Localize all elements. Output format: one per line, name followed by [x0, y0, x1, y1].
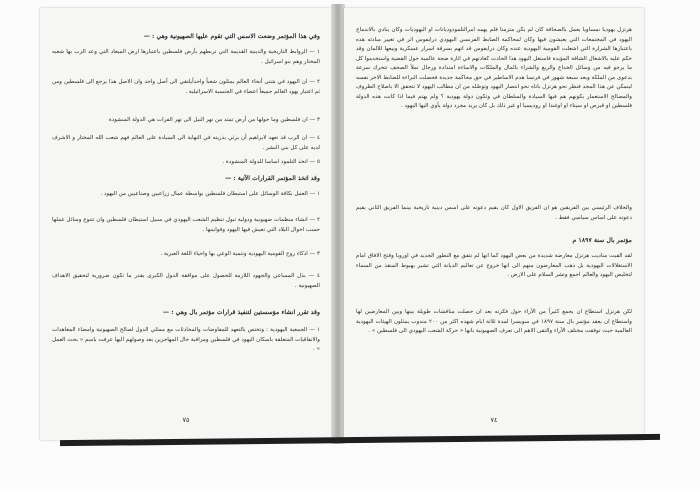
left-page: [40, 8, 332, 440]
decision-3: ٣ — اذكاء روح القومية اليهودية وتنمية الوعي بها واحياء اللغة العبرية .: [160, 251, 320, 257]
principle-3: ٣ — ان فلسطين وما حولها من أرض تمتد من نهر النيل الى نهر الفرات هي الدولة المنشودة: [108, 117, 320, 123]
founding-heading: وقد تقرر انشاء مؤسستين لتنفيذ قرارات مؤتمر بال وهي : —: [162, 309, 320, 316]
right-page: [344, 8, 644, 440]
decision-2: ٢ — انشاء منظمات صهيونية ودولية تبول تنظيم الشعب اليهودي في سبيل استيطان فلسطين وان تتنوع وسائل عملها حسب احوال البلاد التي تعيش فيها اليهود وقوانينها .: [52, 217, 320, 233]
page-number-right: ٧٤: [490, 416, 498, 424]
difference-paragraph: والخلاف الرئيسي بين الفريقين هو ان الفريق الاول كان يقيم دعوته على اسس دينية تاريخية بينما الفريق الثاني يقيم دعوته على اساس سياسي فقط .: [356, 205, 632, 221]
decisions-heading: وقد اتخذ المؤتمر القرارات الآتية : —: [225, 175, 320, 182]
basel-congress-heading: مؤتمر بال سنة ١٨٩٧ م: [572, 237, 632, 244]
herzl-paragraph: هرتزل يهوديا نمساويا يعمل بالصحافة كان لم يكن متزمتا فلم يهمه امرالتلمودوديانات او اليهوديات وكان ينادي بالاندماج اليهود في المجتمعات التي يعيشون فيها وكان لمحاكمة الضابط الفرنسي اليهودي درايفوس اثر في تغيير مبادئه هذه باعتبارها الشرارة التي اشعلت القومية اليهودية عنده وكان درايفوس قد اتهم بسرقة اسرار عسكرية وبيعها للالمان وقد حكم عليه بالاشغال الشاقة المؤبدة فاستغل اليهود هذا الحادث كعادتهم في اثارة ضجة عالمية حول القضية واستخدموا كل ما يرجو فيه من وسائل الخداع والريع والشراء بالمال والملكات والاساءة امتدادة ورجال تملأ الصحف تتحرك سرعة بدعوى من الملكة وبعد سبعة شهور في فرنسا هدم الاساطير في حق محاكمة جديدة فحصلت البراءة للضابط الاخر نفسه ليتمكن عن هذا المجد فنظر نحو هرتزل باناه نحو انتصار اليهود وتوصّله من ان مطالب اليهود لا تتحقق الا باصلاح الظروف والمصالح الاستعمار بكونهم هم فيها السيادة والسلطان في وتكون دولة يهودية ؟ ولم يهتم فيما اذا كانت هذه الدولة فلسطين او قبرص او سيناء او اوغندا او روديسيا او غير ذلك بل كان يريد مجرد دولة يأوي اليها اليهود .: [356, 27, 632, 109]
principle-4: ٤ — ان الرب قد تعهد لابراهيم أن يرثي بذريته في النهاية الى السيادة على العالم فهم شعب الله المختار و الاشرف لديه على كل بني البشر .: [52, 135, 320, 151]
decision-4: ٤ — بذل المساعي والجهود اللازمة للحصول على موافقة الدول الكبرى بقدر ما تكون ضرورية لتحقيق الاهداف الصهيونية .: [52, 273, 320, 289]
decision-1: ١ — العمل بكافة الوسائل على استيطان فلسطين بواسطة عمال زراعيين وصناعيين من اليهود .: [100, 191, 320, 197]
principle-1: ١ — الروابط التاريخية والدينية القديمة التي تربطهم بأرض فلسطين باعتبارها ارض الميعاد التي وعد الرب بها شعبه المختار وهم بنو اسرائيل .: [52, 49, 320, 65]
page-number-left: ٧٥: [182, 416, 190, 424]
principle-5: ٥ — اتخذ التلمود اساسا للدولة المنشودة .: [222, 159, 320, 165]
founding-1: ١ — الجمعية اليهودية : وتختص بالتعهد للمفاوضات والمحادثات مع ممثلي الدول لصالح الصهيونية وامضاء المعاهدات والاتفاقيات المتعلقة باسكان اليهود في فلسطين ومراقبة حال المهاجرين بعد وصولهم اليها عرفت باسم « بحث العمل » .: [52, 327, 320, 352]
left-heading: وفي هذا المؤتمر وضعت الاسس التي تقوم عليها الصهيونية وهي : —: [143, 33, 320, 40]
book-gutter: [331, 4, 345, 444]
opposition-paragraph: لقد القيت مناديب هرتزل معارضة شديدة من بعض اليهود كما انها لم تتفق مع التطور الجديد في اوروبا وقتح الافاق امام الاستغلالات اليهودية بل ذهب المعارضون منهم الى انها خروج عن تعاليم الديانة التي تشير بهبوط المنقذ من السماء لتخليص اليهود والعالم اجمع وتشر السلام على الارض .: [356, 253, 632, 278]
congress-paragraph: لكن هرتزل استطاع ان يجمع كثيراً من الآراء حول فكرته بعد ان حصلت مناقشات طويلة بينها وبين المعارضين لها واستطاع ان يعقد مؤتمر بال سنة ١٨٩٧ في سويسرا لمدة ثلاثة ايام شهده اكثر من ٢٠٠ مندوب يمثلون الهيئات اليهودية العالمية حيث توفقت مختلف الآراء والتقى الاهم الى تعرف الصهيونية بانها « حركة الشعب اليهودي الى فلسطين » .: [356, 309, 633, 334]
principle-2: ٢ — ان اليهود في شتى أنحاء العالم يمثلون شعباً واحداًيلتقي الى أصل واحد وان الاصل هذا يرجع الى فلسطين ومن ثم اعتبار يهود العالم جميعاً اعضاء في الجنسية الاسرائيلية .: [52, 79, 320, 95]
